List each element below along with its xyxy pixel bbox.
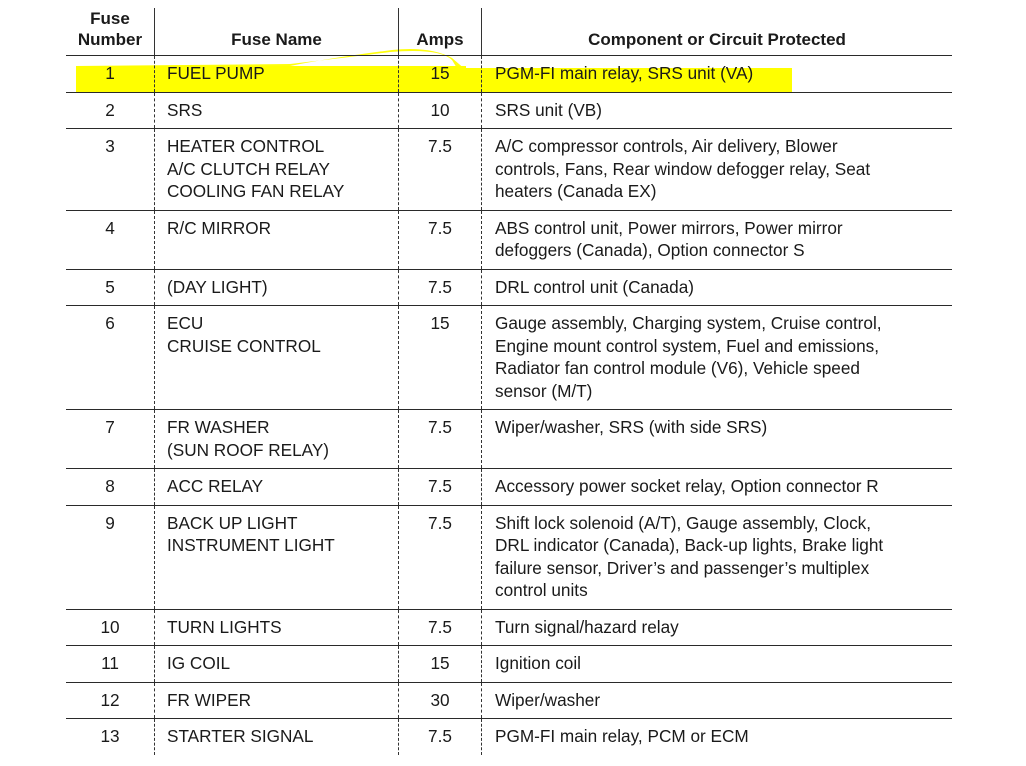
table-row: [66, 410, 952, 469]
fuse-name-cell-line: FR WIPER: [167, 689, 252, 710]
component-cell-line: heaters (Canada EX): [495, 181, 657, 201]
fuse-name-cell: [155, 682, 399, 719]
component-cell-line: Accessory power socket relay, Option connector R: [495, 476, 879, 496]
table-row: [66, 92, 952, 129]
fuse-number-cell: 4: [66, 210, 155, 269]
component-cell-line: sensor (M/T): [495, 380, 593, 401]
fuse-name-cell-line: FR WASHER: [167, 417, 270, 437]
fuse-name-cell-line: CRUISE CONTROL: [167, 335, 321, 356]
component-cell-line: Wiper/washer, SRS (with side SRS): [495, 417, 768, 437]
table-row: [66, 129, 952, 211]
fuse-name-cell-line: (SUN ROOF RELAY): [167, 439, 330, 460]
fuse-name-cell-line: R/C MIRROR: [167, 217, 272, 238]
fuse-name-cell: [155, 505, 399, 609]
component-cell: [482, 269, 953, 306]
fuse-number-cell: 10: [66, 609, 155, 646]
component-cell-line: Ignition coil: [495, 653, 581, 673]
component-cell: [482, 682, 953, 719]
fuse-name-cell-line: ECU: [167, 313, 204, 333]
fuse-name-cell-line: (DAY LIGHT): [167, 276, 268, 297]
component-cell-line: Radiator fan control module (V6), Vehicle speed: [495, 358, 860, 378]
fuse-name-cell-line: HEATER CONTROL: [167, 136, 325, 156]
table-row: [66, 306, 952, 410]
header-component: Component or Circuit Protected: [482, 8, 953, 56]
amps-cell: 7.5: [399, 269, 482, 306]
fuse-name-cell-line: A/C CLUTCH RELAY: [167, 158, 330, 179]
component-cell-line: DRL control unit (Canada): [495, 276, 695, 297]
fuse-name-cell: [155, 306, 399, 410]
component-cell-line: Turn signal/hazard relay: [495, 616, 679, 637]
fuse-name-cell: [155, 56, 399, 93]
amps-cell: 7.5: [399, 469, 482, 506]
component-cell-line: PGM-FI main relay, PCM or ECM: [495, 726, 749, 746]
table-row: [66, 646, 952, 683]
fuse-number-cell: 11: [66, 646, 155, 683]
fuse-number-cell: 3: [66, 129, 155, 211]
amps-cell: 30: [399, 682, 482, 719]
table-row: [66, 719, 952, 755]
fuse-number-cell: 6: [66, 306, 155, 410]
component-cell: [482, 646, 953, 683]
fuse-name-cell-line: COOLING FAN RELAY: [167, 181, 345, 201]
component-cell: [482, 210, 953, 269]
table-row: [66, 469, 952, 506]
component-cell: [482, 92, 953, 129]
amps-cell: 7.5: [399, 129, 482, 211]
component-cell: [482, 56, 953, 93]
amps-cell: 15: [399, 306, 482, 410]
component-cell-line: Wiper/washer: [495, 689, 601, 710]
fuse-number-cell: 8: [66, 469, 155, 506]
fuse-name-cell-line: STARTER SIGNAL: [167, 726, 314, 746]
amps-cell: 15: [399, 56, 482, 93]
table-row: [66, 56, 952, 93]
component-cell-line: Engine mount control system, Fuel and emissions,: [495, 335, 880, 356]
fuse-number-cell: 13: [100, 726, 120, 746]
component-cell-line: control units: [495, 580, 588, 600]
fuse-name-cell: [155, 609, 399, 646]
fuse-name-cell: [155, 469, 399, 506]
fuse-name-cell-line: ACC RELAY: [167, 476, 264, 496]
fuse-number-cell: 5: [66, 269, 155, 306]
fuse-name-cell-line: TURN LIGHTS: [167, 616, 282, 637]
fuse-name-cell: [155, 646, 399, 683]
fuse-name-cell-line: IG COIL: [167, 653, 231, 673]
table-header-row: [66, 8, 952, 56]
fuse-name-cell: [155, 269, 399, 306]
amps-cell: 10: [399, 92, 482, 129]
component-cell-line: Shift lock solenoid (A/T), Gauge assembly, Clock,: [495, 512, 872, 533]
fuse-name-cell: [155, 410, 399, 469]
component-cell: [482, 719, 953, 755]
component-cell-line: ABS control unit, Power mirrors, Power mirror: [495, 217, 843, 238]
component-cell-line: A/C compressor controls, Air delivery, Blower: [495, 136, 838, 156]
fuse-name-cell-line: BACK UP LIGHT: [167, 512, 298, 533]
fuse-name-cell-line: INSTRUMENT LIGHT: [167, 535, 335, 555]
table-row: [66, 682, 952, 719]
component-cell: [482, 505, 953, 609]
header-fuse-name: Fuse Name: [155, 8, 399, 56]
component-cell-line: SRS unit (VB): [495, 99, 602, 120]
table-row: [66, 609, 952, 646]
component-cell: [482, 469, 953, 506]
component-cell-line: DRL indicator (Canada), Back-up lights, Brake light: [495, 535, 884, 555]
table-row: [66, 269, 952, 306]
amps-cell: 7.5: [399, 719, 482, 755]
fuse-number-cell: 9: [66, 505, 155, 609]
table-body: [66, 56, 952, 755]
fuse-name-cell: [155, 210, 399, 269]
amps-cell: 7.5: [399, 210, 482, 269]
component-cell-line: Gauge assembly, Charging system, Cruise control,: [495, 313, 882, 333]
table-row: [66, 210, 952, 269]
fuse-name-cell-line: FUEL PUMP: [167, 63, 265, 83]
component-cell: [482, 306, 953, 410]
fuse-name-cell: [155, 129, 399, 211]
fuse-number-cell: 2: [66, 92, 155, 129]
header-amps: Amps: [399, 8, 482, 56]
amps-cell: 7.5: [399, 410, 482, 469]
component-cell-line: failure sensor, Driver’s and passenger’s multiplex: [495, 557, 870, 578]
amps-cell: 7.5: [399, 609, 482, 646]
fuse-name-cell: [155, 92, 399, 129]
fuse-number-cell: 7: [66, 410, 155, 469]
component-cell-line: [495, 439, 952, 462]
component-cell: [482, 609, 953, 646]
component-cell-line: PGM-FI main relay, SRS unit (VA): [495, 63, 754, 83]
fuse-name-cell: [155, 719, 399, 755]
fuse-number-cell: 12: [66, 682, 155, 719]
amps-cell: 7.5: [399, 505, 482, 609]
component-cell-line: defoggers (Canada), Option connector S: [495, 240, 805, 260]
component-cell: [482, 410, 953, 469]
fuse-name-cell-line: SRS: [167, 99, 203, 120]
amps-cell: 15: [399, 646, 482, 683]
fuse-table: [66, 8, 952, 755]
fuse-number-cell: 1: [66, 56, 155, 93]
component-cell: [482, 129, 953, 211]
component-cell-line: controls, Fans, Rear window defogger relay, Seat: [495, 158, 871, 179]
header-fuse-number: Fuse Number: [66, 8, 155, 56]
table-row: [66, 505, 952, 609]
